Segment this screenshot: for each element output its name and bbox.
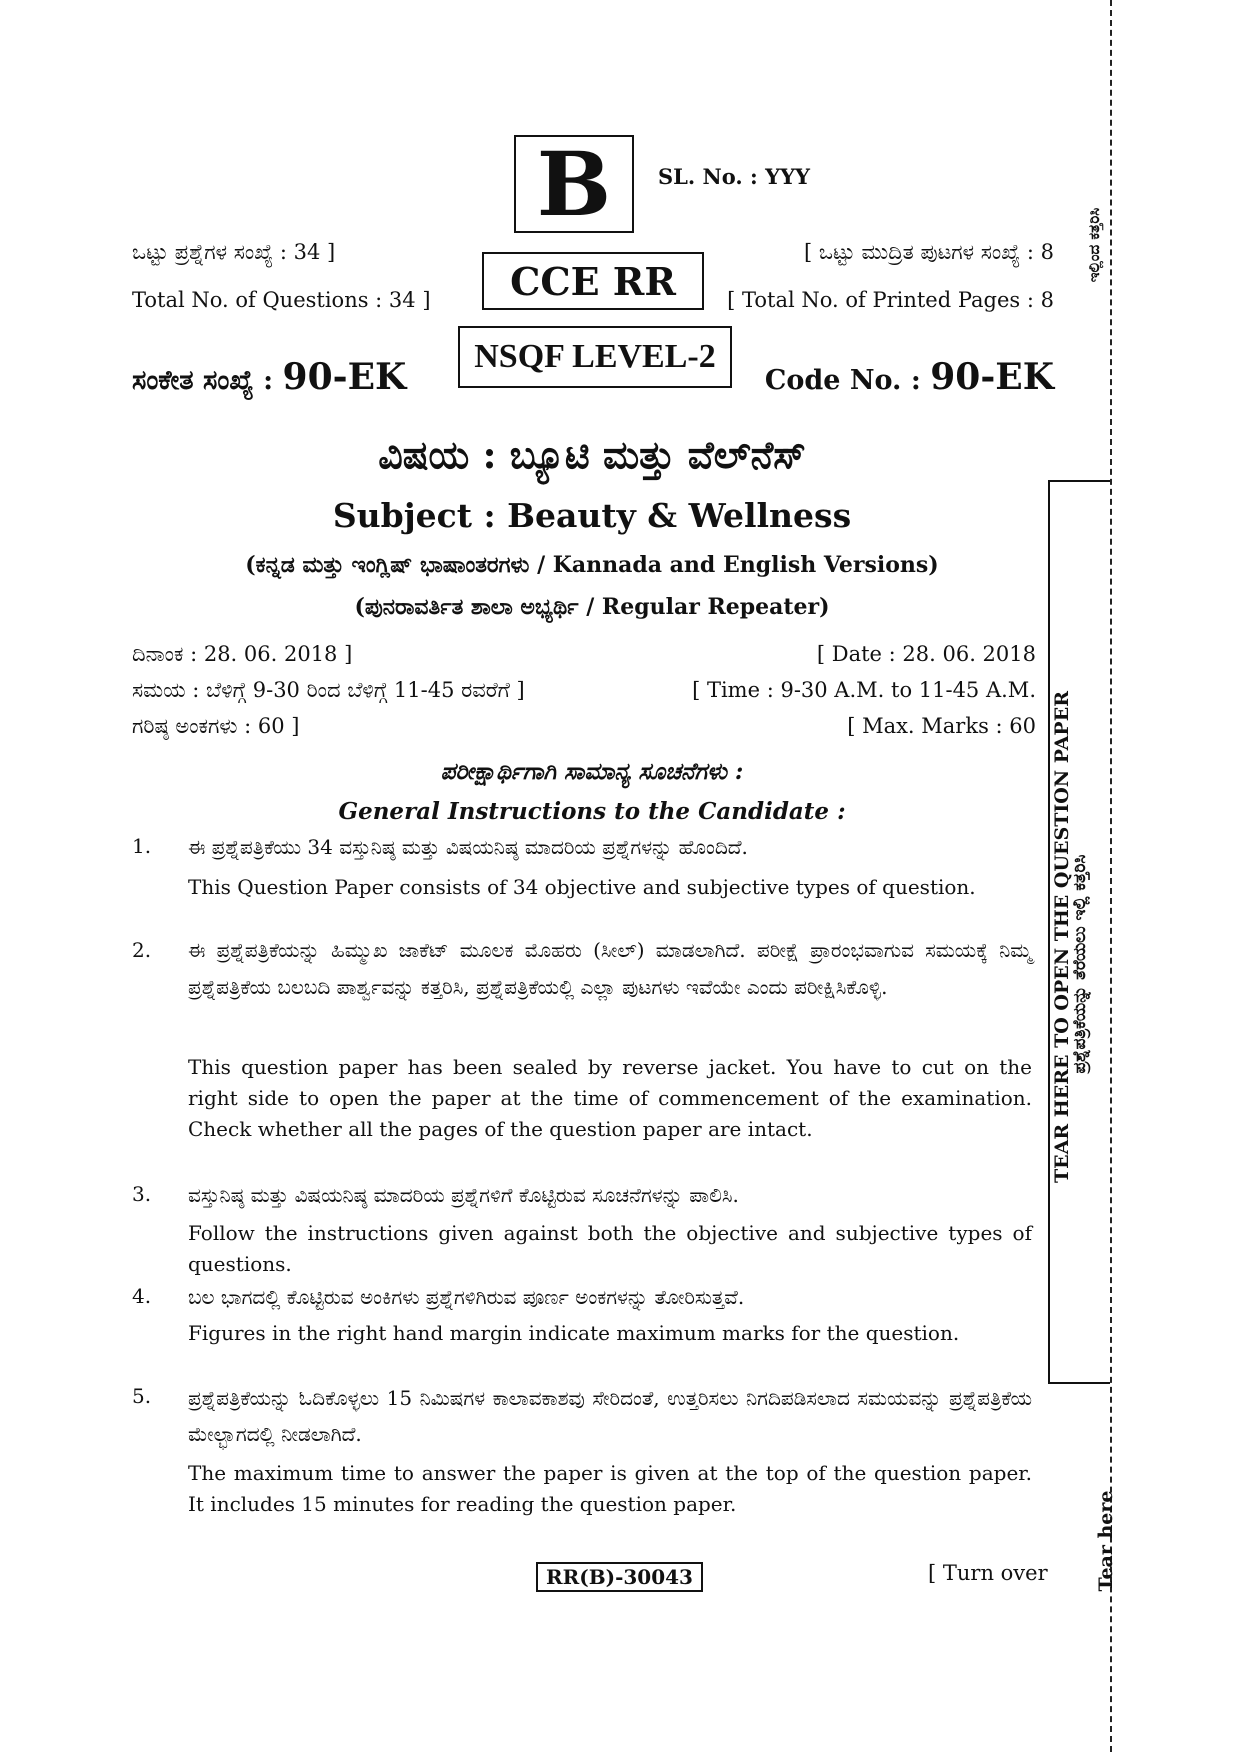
instruction-1-kn: ಈ ಪ್ರಶ್ನೆಪತ್ರಿಕೆಯು 34 ವಸ್ತುನಿಷ್ಠ ಮತ್ತು ವಿಷಯನಿಷ್ಠ ಮಾದರಿಯ ಪ್ರಶ್ನೆಗಳನ್ನು ಹೊಂದಿದೆ. — [188, 835, 748, 859]
total-questions-kn: ಒಟ್ಟು ಪ್ರಶ್ನೆಗಳ ಸಂಖ್ಯೆ : 34 ] — [132, 240, 336, 264]
set-letter: B — [536, 132, 612, 236]
instruction-number: 1. — [132, 834, 152, 858]
instructions-heading-kn: ಪರೀಕ್ಷಾರ್ಥಿಗಾಗಿ ಸಾಮಾನ್ಯ ಸೂಚನೆಗಳು : — [440, 758, 744, 785]
instruction-5-en: The maximum time to answer the paper is given at the top of the question paper. It includes 15 minutes for reading the question paper. — [188, 1461, 1032, 1516]
date-en: [ Date : 28. 06. 2018 — [816, 642, 1036, 666]
instruction-4-en: Figures in the right hand margin indicate maximum marks for the question. — [188, 1321, 960, 1345]
instruction-2-kn: ಈ ಪ್ರಶ್ನೆಪತ್ರಿಕೆಯನ್ನು ಹಿಮ್ಮುಖ ಜಾಕೆಟ್ ಮೂಲಕ ಮೊಹರು (ಸೀಲ್) ಮಾಡಲಾಗಿದೆ. ಪರೀಕ್ಷೆ ಪ್ರಾರಂಭವಾಗುವ ಸಮಯಕ್ಕೆ ನಿಮ್ಮ ಪ್ರಶ್ನೆಪತ್ರಿಕೆಯ ಬಲಬದಿ ಪಾರ್ಶ್ವವನ್ನು ಕತ್ತರಿಸಿ, ಪ್ರಶ್ನೆಪತ್ರಿಕೆಯಲ್ಲಿ ಎಲ್ಲಾ ಪುಟಗಳು ಇವೆಯೇ ಎಂದು ಪರೀಕ್ಷಿಸಿಕೊಳ್ಳಿ. — [188, 938, 1032, 999]
exam-type-box: CCE RR — [482, 252, 704, 310]
code-label-kn: ಸಂಕೇತ ಸಂಖ್ಯೆ : — [132, 365, 274, 396]
paper-code: RR(B)-30043 — [536, 1562, 703, 1592]
instruction-number: 5. — [132, 1384, 152, 1408]
tear-instruction-en: TEAR HERE TO OPEN THE QUESTION PAPER — [1051, 691, 1073, 1183]
instruction-1-en: This Question Paper consists of 34 objective and subjective types of question. — [188, 875, 976, 899]
tear-top-label-kn: ಇಲ್ಲಿಂದ ಕತ್ತರಿಸಿ — [1085, 207, 1103, 283]
instruction-3-en: Follow the instructions given against both the objective and subjective types of questions. — [188, 1221, 1032, 1276]
set-letter-box — [514, 132, 634, 236]
code-number-kn — [132, 356, 406, 398]
code-value-kn: 90-EK — [282, 356, 407, 398]
instruction-4-kn: ಬಲ ಭಾಗದಲ್ಲಿ ಕೊಟ್ಟಿರುವ ಅಂಕಿಗಳು ಪ್ರಶ್ನೆಗಳಿಗಿರುವ ಪೂರ್ಣ ಅಂಕಗಳನ್ನು ತೋರಿಸುತ್ತವೆ. — [188, 1285, 745, 1309]
tear-here-label: Tear here — [1095, 1490, 1117, 1592]
code-label-en: Code No. : — [764, 365, 921, 396]
code-number-en — [765, 356, 1054, 398]
subject-title-en: Subject : Beauty & Wellness — [332, 496, 852, 535]
code-value-en: 90-EK — [930, 356, 1054, 398]
marks-en: [ Max. Marks : 60 — [847, 714, 1036, 738]
instruction-number: 2. — [132, 938, 152, 962]
marks-kn: ಗರಿಷ್ಠ ಅಂಕಗಳು : 60 ] — [132, 714, 300, 738]
instruction-3-kn: ವಸ್ತುನಿಷ್ಠ ಮತ್ತು ವಿಷಯನಿಷ್ಠ ಮಾದರಿಯ ಪ್ರಶ್ನೆಗಳಿಗೆ ಕೊಟ್ಟಿರುವ ಸೂಚನೆಗಳನ್ನು ಪಾಲಿಸಿ. — [188, 1183, 739, 1207]
total-pages-en: [ Total No. of Printed Pages : 8 — [727, 288, 1054, 312]
serial-number: SL. No. : YYY — [658, 164, 811, 189]
total-pages-kn: [ ಒಟ್ಟು ಮುದ್ರಿತ ಪುಟಗಳ ಸಂಖ್ಯೆ : 8 — [803, 240, 1054, 264]
versions-line: (ಕನ್ನಡ ಮತ್ತು ಇಂಗ್ಲಿಷ್ ಭಾಷಾಂತರಗಳು / Kannada and English Versions) — [245, 552, 939, 578]
instruction-2-en: This question paper has been sealed by reverse jacket. You have to cut on the right side to open the paper at the time of commencement of the examination. Check whether all the pages of the question paper are intact. — [188, 1055, 1032, 1141]
instruction-5-kn: ಪ್ರಶ್ನೆಪತ್ರಿಕೆಯನ್ನು ಓದಿಕೊಳ್ಳಲು 15 ನಿಮಿಷಗಳ ಕಾಲಾವಕಾಶವು ಸೇರಿದಂತೆ, ಉತ್ತರಿಸಲು ನಿಗದಿಪಡಿಸಲಾದ ಸಮಯವನ್ನು ಪ್ರಶ್ನೆಪತ್ರಿಕೆಯ ಮೇಲ್ಭಾಗದಲ್ಲಿ ನೀಡಲಾಗಿದೆ. — [188, 1386, 1032, 1446]
instruction-number: 4. — [132, 1284, 152, 1308]
time-kn: ಸಮಯ : ಬೆಳಿಗ್ಗೆ 9-30 ರಿಂದ ಬೆಳಿಗ್ಗೆ 11-45 ರವರೆಗೆ ] — [132, 678, 525, 702]
time-en: [ Time : 9-30 A.M. to 11-45 A.M. — [692, 678, 1036, 702]
nsqf-level-box: NSQF LEVEL-2 — [458, 326, 732, 388]
date-kn: ದಿನಾಂಕ : 28. 06. 2018 ] — [132, 642, 353, 666]
total-questions-en: Total No. of Questions : 34 ] — [132, 288, 431, 312]
instruction-number: 3. — [132, 1182, 152, 1206]
candidate-type-line: (ಪುನರಾವರ್ತಿತ ಶಾಲಾ ಅಭ್ಯರ್ಥಿ / Regular Repeater) — [354, 594, 830, 620]
instructions-heading-en: General Instructions to the Candidate : — [338, 798, 846, 825]
tear-instruction-kn: ಪ್ರಶ್ನೆಪತ್ರಿಕೆಯನ್ನು ತೆರೆಯಲು ಇಲ್ಲಿ ಕತ್ತರಿಸಿ — [1070, 854, 1090, 1074]
turn-over-note: [ Turn over — [928, 1561, 1048, 1585]
subject-title-kn: ವಿಷಯ : ಬ್ಯೂಟಿ ಮತ್ತು ವೆಲ್‌ನೆಸ್ — [378, 432, 806, 477]
